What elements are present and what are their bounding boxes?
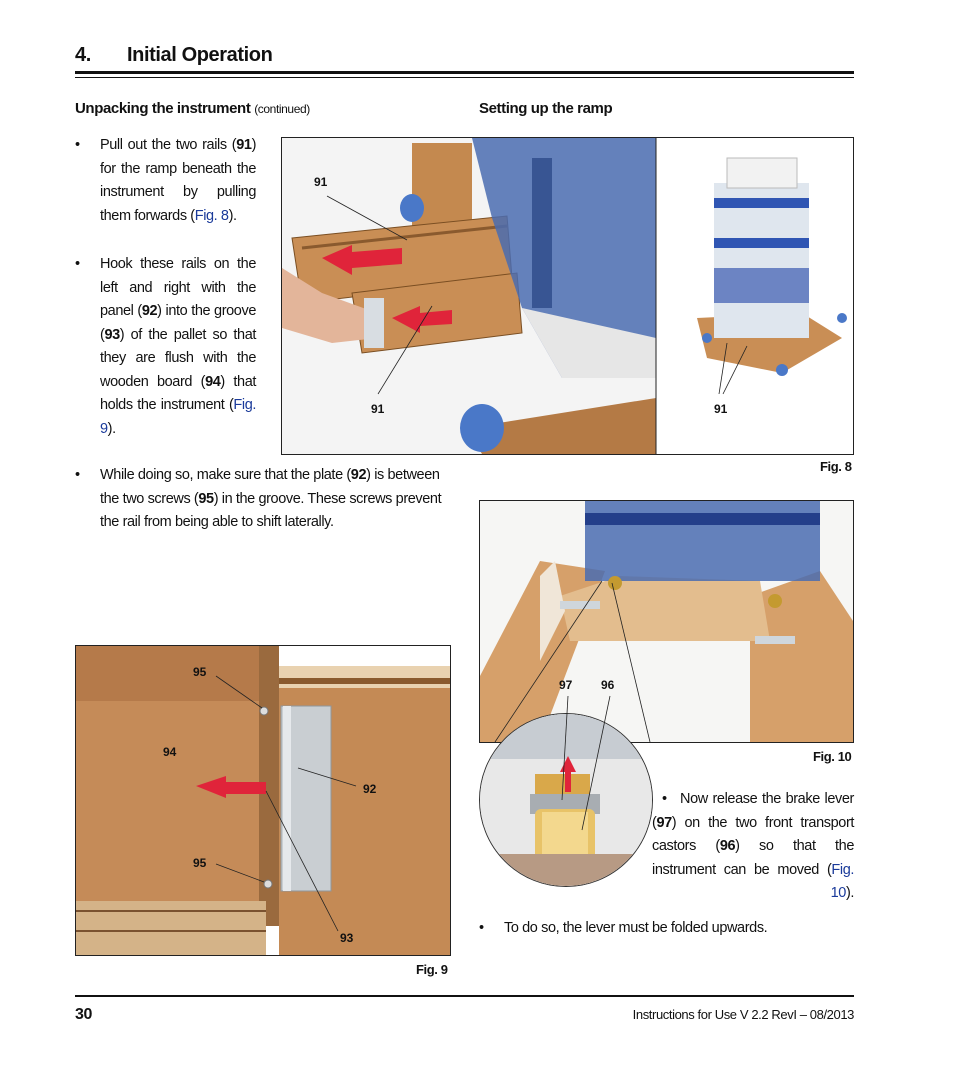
footer-rule — [75, 995, 854, 997]
chapter-title — [75, 44, 272, 67]
figure-link[interactable]: Fig. 9 — [100, 397, 256, 437]
section-heading-unpacking — [75, 100, 310, 117]
figure-link[interactable]: Fig. 8 — [194, 207, 229, 224]
figure-10 — [479, 500, 854, 743]
bullet-dot: • — [75, 467, 80, 483]
callout-95: 95 — [193, 856, 207, 870]
header-rule — [75, 71, 854, 74]
fig10-callout-leaders — [540, 690, 620, 840]
figure-9-caption: Fig. 9 — [416, 962, 448, 977]
bullet-dot: • — [75, 137, 80, 153]
chapter-number: 4. — [75, 44, 91, 66]
section-heading-ramp: Setting up the ramp — [479, 100, 613, 117]
callout-94: 94 — [163, 745, 177, 759]
figure-link[interactable]: Fig. 10 — [830, 861, 854, 901]
figure-8 — [281, 137, 854, 455]
callout-92: 92 — [363, 782, 377, 796]
bullet-dot: • — [75, 256, 80, 272]
bullet-dot: • — [662, 791, 667, 807]
section-heading-text: Unpacking the instrument — [75, 100, 251, 117]
bullet-4: • Now release the brake lever (97) on the two front transport castors (96) so that the instrument can be moved (Fig. 10). — [652, 788, 854, 906]
header-rule-thin — [75, 77, 854, 78]
callout-91: 91 — [714, 402, 728, 416]
figure-8-caption: Fig. 8 — [820, 459, 852, 474]
figure-9-illustration — [76, 646, 450, 955]
callout-96: 96 — [601, 678, 615, 692]
figure-10-illustration — [480, 501, 853, 742]
chapter-title-text: Initial Operation — [127, 44, 273, 66]
callout-97: 97 — [559, 678, 573, 692]
callout-95: 95 — [193, 665, 207, 679]
document-info: Instructions for Use V 2.2 RevI – 08/2013 — [632, 1007, 854, 1022]
callout-91: 91 — [314, 175, 328, 189]
figure-8-illustration — [282, 138, 853, 454]
section-heading-suffix: (continued) — [254, 102, 310, 116]
figure-10-caption: Fig. 10 — [813, 749, 852, 764]
callout-93: 93 — [340, 931, 354, 945]
page-number: 30 — [75, 1006, 92, 1023]
bullet-1: • Pull out the two rails (91) for the ramp beneath the instrument by pulling them forwards (Fig. 8). — [100, 134, 256, 228]
figure-9 — [75, 645, 451, 956]
bullet-2: • Hook these rails on the left and right with the panel (92) into the groove (93) of the pallet so that they are flush with the wooden board (94) that holds the instrument (Fig. 9). — [100, 253, 256, 441]
callout-91: 91 — [371, 402, 385, 416]
bullet-3: • While doing so, make sure that the plate (92) is between the two screws (95) in the groove. These screws prevent the rail from being able to shift laterally. — [100, 464, 452, 535]
bullet-dot: • — [479, 920, 484, 936]
bullet-5: • To do so, the lever must be folded upwards. — [504, 917, 854, 941]
